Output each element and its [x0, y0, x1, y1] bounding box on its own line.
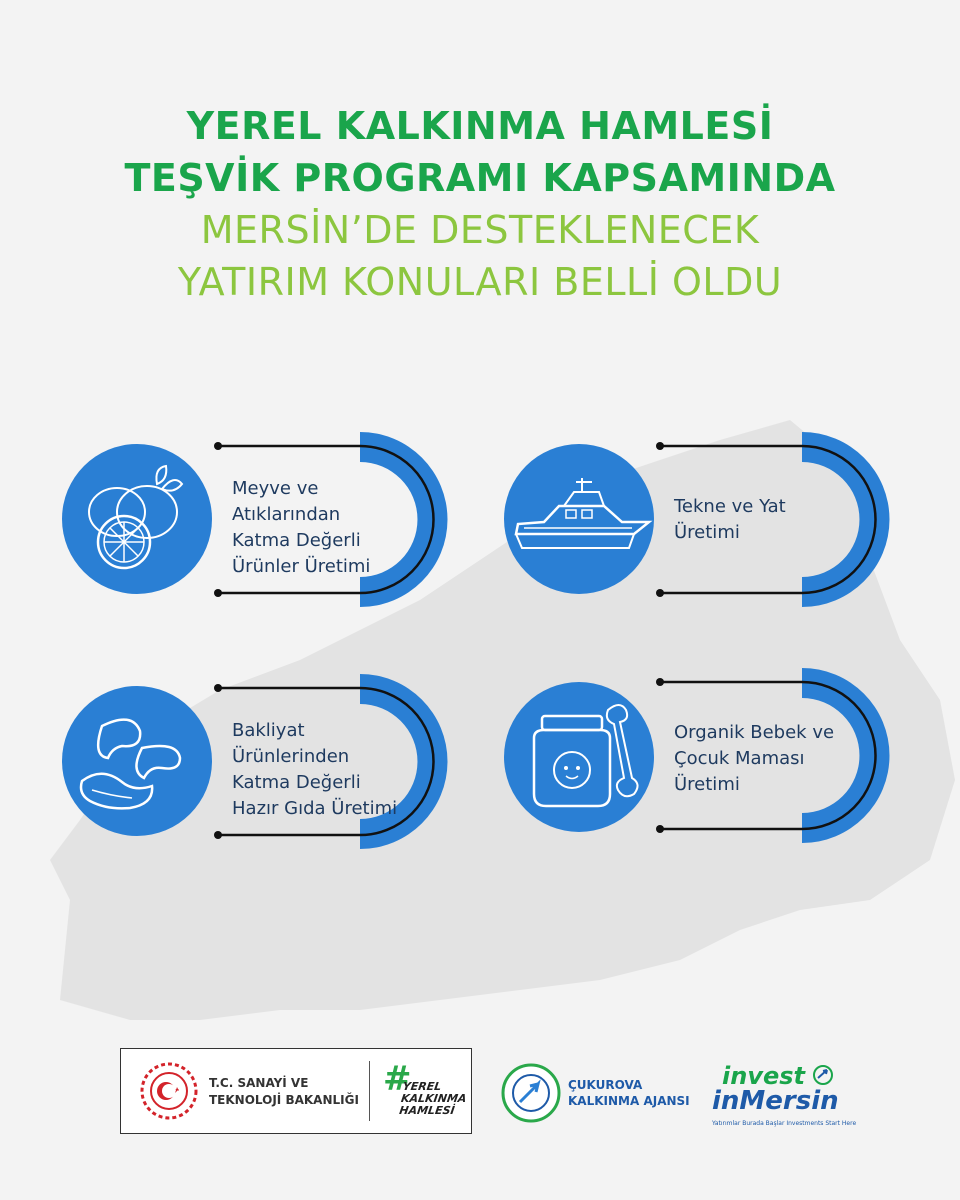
logo-divider — [369, 1061, 370, 1121]
cka-name-line: KALKINMA AJANSI — [568, 1094, 690, 1108]
topic-label-baby-food — [674, 720, 834, 798]
label-line: Ürünler Üretimi — [232, 556, 371, 577]
cka-name-line: ÇUKUROVA — [568, 1078, 643, 1092]
ministry-logo-box — [120, 1048, 472, 1134]
cka-emblem-icon — [500, 1062, 562, 1124]
invest-emblem-icon — [812, 1064, 834, 1086]
cka-name — [568, 1077, 690, 1109]
headline — [0, 100, 960, 308]
topic-card-yacht — [502, 432, 942, 607]
hashtag-line: YEREL — [401, 1080, 443, 1093]
label-line: Üretimi — [674, 774, 740, 795]
lemon-icon — [62, 444, 212, 594]
label-line: Üretimi — [674, 522, 740, 543]
invest-logo-line2: inMersin — [712, 1086, 839, 1116]
label-line: Ürünlerinden — [232, 746, 350, 767]
ministry-emblem-icon — [139, 1061, 199, 1121]
headline-line-2: TEŞVİK PROGRAMI KAPSAMINDA — [124, 156, 836, 200]
invest-logo-line1: invest — [722, 1062, 805, 1090]
hashtag-icon: # — [383, 1059, 412, 1099]
label-line: Katma Değerli — [232, 772, 361, 793]
headline-line-3: MERSİN’DE DESTEKLENECEK — [200, 208, 760, 252]
label-line: Tekne ve Yat — [674, 496, 786, 517]
label-line: Meyve ve — [232, 478, 319, 499]
hashtag-text — [398, 1081, 468, 1117]
label-line: Çocuk Maması — [674, 748, 805, 769]
hashtag-line: KALKINMA — [400, 1092, 468, 1105]
topic-label-legumes — [232, 718, 397, 822]
yerel-kalkinma-hamlesi-logo — [383, 1059, 468, 1125]
label-line: Organik Bebek ve — [674, 722, 835, 743]
beans-icon — [62, 686, 212, 836]
label-line: Katma Değerli — [232, 530, 361, 551]
ministry-name-line: T.C. SANAYİ VE — [209, 1076, 309, 1090]
topic-card-fruit — [60, 432, 500, 607]
hashtag-line: HAMLESİ — [398, 1104, 456, 1117]
topic-card-legumes — [60, 674, 500, 849]
headline-line-1: YEREL KALKINMA HAMLESİ — [186, 104, 774, 148]
headline-line-4: YATIRIM KONULARI BELLİ OLDU — [177, 260, 783, 304]
topic-label-yacht — [674, 494, 786, 546]
yacht-icon — [504, 444, 654, 594]
invest-tagline: Yatırımlar Burada Başlar Investments Start Here — [712, 1120, 857, 1127]
label-line: Atıklarından — [232, 504, 341, 525]
label-line: Bakliyat — [232, 720, 305, 741]
topic-label-fruit — [232, 476, 370, 580]
baby-food-jar-icon — [504, 682, 654, 832]
ministry-name-line: TEKNOLOJİ BAKANLIĞI — [209, 1093, 359, 1107]
topic-card-baby-food — [502, 668, 942, 843]
label-line: Hazır Gıda Üretimi — [232, 798, 398, 819]
ministry-name — [209, 1075, 359, 1109]
